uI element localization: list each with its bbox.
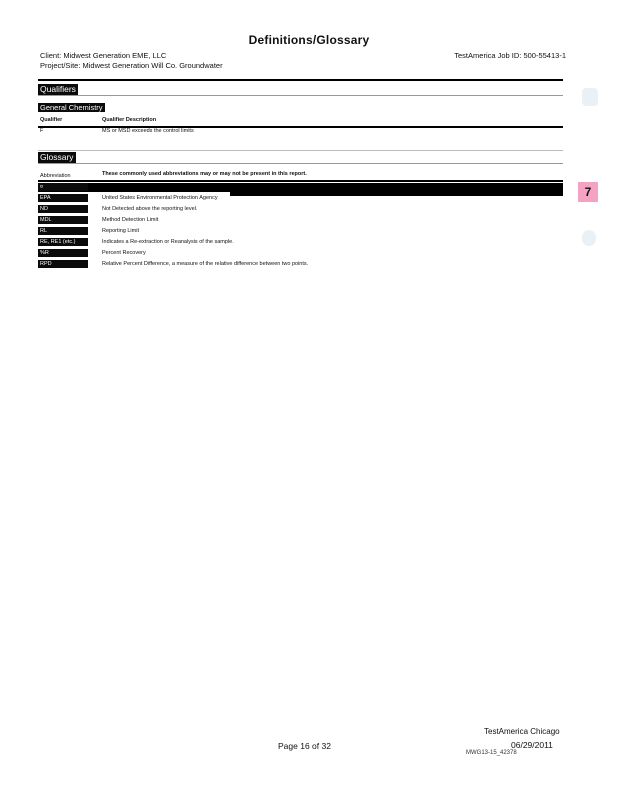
general-chemistry-heading: General Chemistry <box>40 103 103 112</box>
glossary-abbr: RE, RE1 (etc.) <box>38 238 88 246</box>
qualifier-column-header: Qualifier <box>40 117 63 123</box>
glossary-desc: Relative Percent Difference, a measure of the relative difference between two points. <box>102 261 309 267</box>
qualifiers-rule <box>38 95 563 96</box>
glossary-desc: United States Environmental Protection Agency <box>102 195 218 201</box>
glossary-table-rule <box>38 180 563 182</box>
glossary-abbr: EPA <box>38 194 88 202</box>
glossary-abbr: %R <box>38 249 88 257</box>
footer-stamp: MWG13-15_42378 <box>466 750 517 756</box>
glossary-desc: Percent Recovery <box>102 250 146 256</box>
header-rule <box>38 79 563 81</box>
project-line: Project/Site: Midwest Generation Will Co. Groundwater <box>40 61 223 70</box>
glossary-abbr: MDL <box>38 216 88 224</box>
client-line: Client: Midwest Generation EME, LLC <box>40 51 167 60</box>
footer-lab: TestAmerica Chicago <box>484 727 560 736</box>
glossary-heading-rule <box>38 163 563 164</box>
footer-page: Page 16 of 32 <box>278 741 331 751</box>
qualifier-description-column-header: Qualifier Description <box>102 117 157 123</box>
glossary-abbr: RPD <box>38 260 88 268</box>
glossary-desc: Indicates a Re-extraction or Reanalysis of the sample. <box>102 239 234 245</box>
glossary-desc: Not Detected above the reporting level. <box>102 206 198 212</box>
glossary-abbr: RL <box>38 227 88 235</box>
qualifier-description: MS or MSD exceeds the control limits <box>102 128 194 134</box>
section-tab[interactable]: 7 <box>578 182 598 202</box>
glossary-top-rule <box>38 150 563 151</box>
lab-job-id: TestAmerica Job ID: 500-55413-1 <box>454 51 566 60</box>
glossary-description-column-header: These commonly used abbreviations may or may not be present in this report. <box>102 171 307 177</box>
glossary-heading: Glossary <box>40 152 74 162</box>
page-title: Definitions/Glossary <box>248 33 370 47</box>
glossary-desc: Reporting Limit <box>102 228 139 234</box>
glossary-abbr: ¤ <box>38 183 88 191</box>
faint-tab-upper <box>582 88 598 106</box>
glossary-abbr: ND <box>38 205 88 213</box>
abbreviation-column-header: Abbreviation <box>40 173 71 179</box>
faint-tab-lower <box>582 230 596 246</box>
footer-date: 06/29/2011 <box>511 740 553 750</box>
qualifiers-heading: Qualifiers <box>40 84 76 94</box>
qualifier-code: F <box>40 128 44 134</box>
glossary-desc: Method Detection Limit <box>102 217 159 223</box>
redacted-band-2 <box>230 190 563 196</box>
